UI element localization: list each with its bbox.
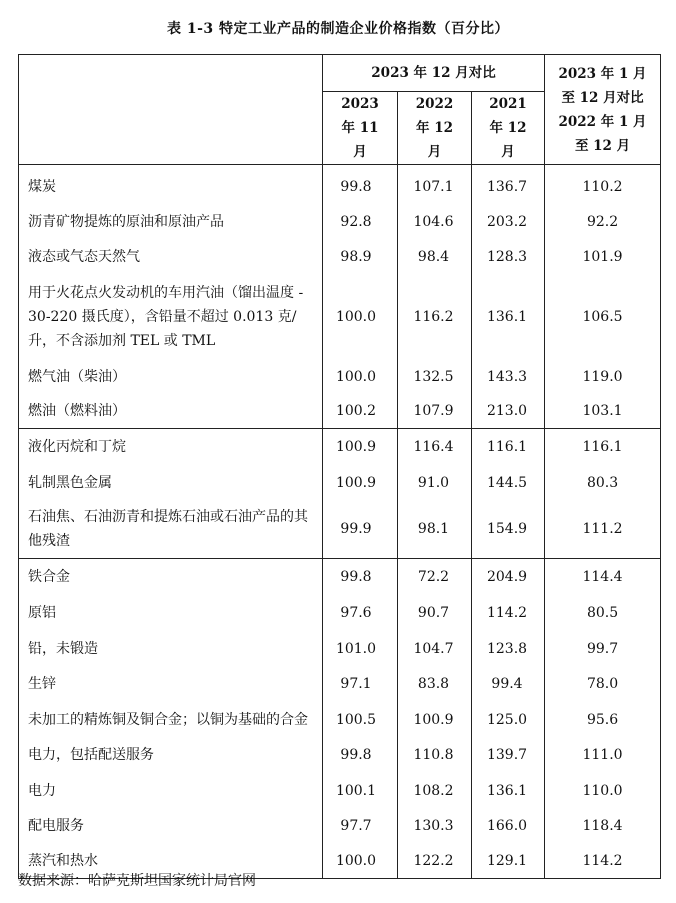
value-annual: 110.2 [545, 165, 661, 205]
value-2021-12: 139.7 [472, 738, 545, 773]
value-2021-12: 136.7 [472, 165, 545, 205]
value-2023-11: 97.1 [323, 667, 398, 702]
value-annual: 119.0 [545, 360, 661, 394]
product-name: 蒸汽和热水 [19, 844, 323, 879]
value-2023-11: 99.8 [323, 165, 398, 205]
table-row [19, 631, 661, 667]
table-row [19, 667, 661, 702]
value-2021-12: 204.9 [472, 559, 545, 596]
value-annual: 95.6 [545, 702, 661, 738]
value-2023-11: 100.9 [323, 429, 398, 466]
value-2022-12: 104.7 [398, 631, 472, 667]
value-2021-12: 136.1 [472, 773, 545, 809]
table-row [19, 702, 661, 738]
value-annual: 80.3 [545, 466, 661, 501]
value-2021-12: 154.9 [472, 501, 545, 559]
value-2022-12: 83.8 [398, 667, 472, 702]
product-header-blank [19, 55, 323, 165]
header-2021-12 [472, 92, 545, 165]
price-index-table [18, 54, 661, 879]
table-title: 表 1-3 特定工业产品的制造企业价格指数（百分比） [166, 21, 510, 37]
table-row [19, 596, 661, 631]
value-2023-11: 100.0 [323, 844, 398, 879]
value-annual: 118.4 [545, 809, 661, 844]
value-annual: 114.2 [545, 844, 661, 879]
value-2023-11: 99.8 [323, 559, 398, 596]
value-2021-12: 136.1 [472, 275, 545, 360]
product-name: 原铝 [19, 596, 323, 631]
product-name: 轧制黑色金属 [19, 466, 323, 501]
value-2022-12: 107.9 [398, 394, 472, 429]
value-2022-12: 110.8 [398, 738, 472, 773]
product-name: 液态或气态天然气 [19, 240, 323, 275]
product-name: 铅，未锻造 [19, 631, 323, 667]
value-2023-11: 100.2 [323, 394, 398, 429]
table-row [19, 205, 661, 240]
value-2022-12: 72.2 [398, 559, 472, 596]
value-2023-11: 97.7 [323, 809, 398, 844]
value-2022-12: 98.4 [398, 240, 472, 275]
value-2022-12: 107.1 [398, 165, 472, 205]
product-name: 电力，包括配送服务 [19, 738, 323, 773]
value-2022-12: 98.1 [398, 501, 472, 559]
value-2022-12: 104.6 [398, 205, 472, 240]
value-annual: 101.9 [545, 240, 661, 275]
value-2021-12: 128.3 [472, 240, 545, 275]
value-2021-12: 144.5 [472, 466, 545, 501]
table-row [19, 165, 661, 205]
value-2023-11: 99.8 [323, 738, 398, 773]
value-2023-11: 100.5 [323, 702, 398, 738]
value-2023-11: 98.9 [323, 240, 398, 275]
table-row [19, 501, 661, 559]
header-2021-12-label: 2021 年 12 月 [489, 96, 527, 160]
table-row [19, 738, 661, 773]
value-annual: 103.1 [545, 394, 661, 429]
header-annual-label: 2023 年 1 月至 12 月对比 2022 年 1 月至 12 月 [558, 65, 647, 154]
product-name: 液化丙烷和丁烷 [19, 429, 323, 466]
value-annual: 99.7 [545, 631, 661, 667]
value-2022-12: 122.2 [398, 844, 472, 879]
header-group-dec-2023: 2023 年 12 月对比 [323, 55, 545, 92]
table-row [19, 466, 661, 501]
value-2023-11: 101.0 [323, 631, 398, 667]
table-row [19, 394, 661, 429]
header-2022-12-label: 2022 年 12 月 [415, 96, 454, 160]
value-2021-12: 143.3 [472, 360, 545, 394]
product-name: 石油焦、石油沥青和提炼石油或石油产品的其他残渣 [19, 501, 323, 559]
product-name: 用于火花点火发动机的车用汽油（馏出温度 - 30-220 摄氏度），含铅量不超过 0.013 克/升，不含添加剂 TEL 或 TML [19, 275, 323, 360]
value-2021-12: 129.1 [472, 844, 545, 879]
value-2021-12: 166.0 [472, 809, 545, 844]
product-name: 燃油（燃料油） [19, 394, 323, 429]
value-2023-11: 99.9 [323, 501, 398, 559]
value-2022-12: 90.7 [398, 596, 472, 631]
header-2022-12 [398, 92, 472, 165]
value-2022-12: 100.9 [398, 702, 472, 738]
value-2023-11: 100.9 [323, 466, 398, 501]
header-annual-comparison [545, 55, 661, 165]
value-annual: 80.5 [545, 596, 661, 631]
table-row [19, 275, 661, 360]
value-2022-12: 116.2 [398, 275, 472, 360]
value-2021-12: 114.2 [472, 596, 545, 631]
value-2021-12: 99.4 [472, 667, 545, 702]
value-2022-12: 116.4 [398, 429, 472, 466]
value-2022-12: 132.5 [398, 360, 472, 394]
table-row [19, 773, 661, 809]
table-row [19, 429, 661, 466]
value-annual: 111.2 [545, 501, 661, 559]
table-row [19, 240, 661, 275]
product-name: 生锌 [19, 667, 323, 702]
value-annual: 78.0 [545, 667, 661, 702]
product-name: 煤炭 [19, 165, 323, 205]
value-2023-11: 97.6 [323, 596, 398, 631]
value-2021-12: 213.0 [472, 394, 545, 429]
value-2021-12: 125.0 [472, 702, 545, 738]
product-name: 配电服务 [19, 809, 323, 844]
value-2022-12: 108.2 [398, 773, 472, 809]
table-row [19, 360, 661, 394]
header-2023-11 [323, 92, 398, 165]
product-name: 燃气油（柴油） [19, 360, 323, 394]
value-annual: 116.1 [545, 429, 661, 466]
value-2021-12: 203.2 [472, 205, 545, 240]
header-2023-11-label: 2023 年 11 月 [341, 96, 379, 160]
product-name: 电力 [19, 773, 323, 809]
value-2023-11: 92.8 [323, 205, 398, 240]
value-annual: 111.0 [545, 738, 661, 773]
value-annual: 106.5 [545, 275, 661, 360]
product-name: 铁合金 [19, 559, 323, 596]
value-annual: 110.0 [545, 773, 661, 809]
value-2021-12: 116.1 [472, 429, 545, 466]
value-2023-11: 100.0 [323, 275, 398, 360]
value-2023-11: 100.1 [323, 773, 398, 809]
value-2023-11: 100.0 [323, 360, 398, 394]
value-2022-12: 91.0 [398, 466, 472, 501]
product-name: 未加工的精炼铜及铜合金；以铜为基础的合金 [19, 702, 323, 738]
data-source-note: 数据来源：哈萨克斯坦国家统计局官网 [18, 873, 256, 889]
table-row [19, 559, 661, 596]
value-annual: 92.2 [545, 205, 661, 240]
product-name: 沥青矿物提炼的原油和原油产品 [19, 205, 323, 240]
value-2021-12: 123.8 [472, 631, 545, 667]
table-row [19, 809, 661, 844]
value-annual: 114.4 [545, 559, 661, 596]
value-2022-12: 130.3 [398, 809, 472, 844]
